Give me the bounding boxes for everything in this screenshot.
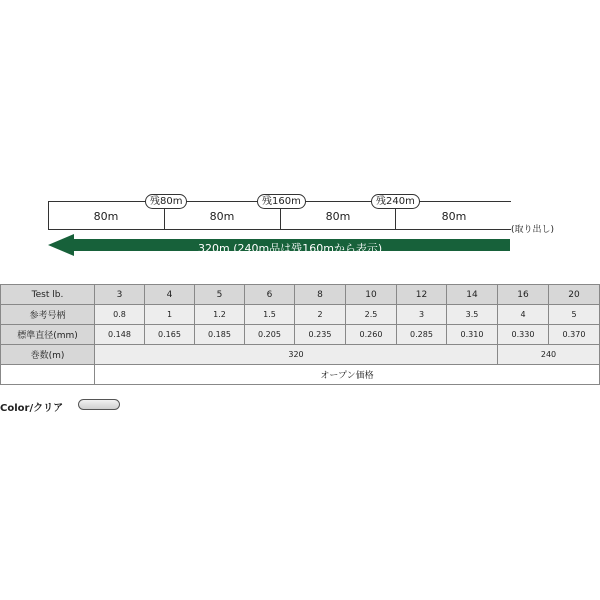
test-lb-cell: 5 xyxy=(195,285,245,305)
ref-no-label: 参考号柄 xyxy=(1,305,95,325)
diameter-cell: 0.370 xyxy=(549,325,600,345)
diameter-cell: 0.148 xyxy=(95,325,145,345)
ref-no-cell: 1.5 xyxy=(245,305,295,325)
length-cell-320: 320 xyxy=(95,345,498,365)
diameter-cell: 0.185 xyxy=(195,325,245,345)
diameter-cell: 0.235 xyxy=(295,325,346,345)
row-test-lb xyxy=(1,285,600,305)
spec-table xyxy=(0,284,600,385)
test-lb-cell: 20 xyxy=(549,285,600,305)
remaining-mark-160: 残160m xyxy=(257,194,306,209)
length-label: 巻数(m) xyxy=(1,345,95,365)
segment-label-1: 80m xyxy=(93,210,119,223)
ref-no-cell: 3 xyxy=(397,305,447,325)
row-ref-no xyxy=(1,305,600,325)
ref-no-cell: 3.5 xyxy=(447,305,498,325)
row-length xyxy=(1,345,600,365)
test-lb-cell: 8 xyxy=(295,285,346,305)
color-swatch xyxy=(78,399,120,410)
diameter-cell: 0.285 xyxy=(397,325,447,345)
test-lb-cell: 12 xyxy=(397,285,447,305)
ref-no-cell: 2.5 xyxy=(346,305,397,325)
test-lb-cell: 14 xyxy=(447,285,498,305)
segment-label-2: 80m xyxy=(209,210,235,223)
color-label: Color/クリア xyxy=(0,403,64,414)
ref-no-cell: 5 xyxy=(549,305,600,325)
diagram-bottom-line xyxy=(48,229,511,230)
ref-no-cell: 4 xyxy=(498,305,549,325)
outlet-label: (取り出し) xyxy=(511,225,555,235)
length-cell-240: 240 xyxy=(498,345,600,365)
ref-no-cell: 2 xyxy=(295,305,346,325)
ref-no-cell: 1 xyxy=(145,305,195,325)
ref-no-cell: 1.2 xyxy=(195,305,245,325)
remaining-mark-80: 残80m xyxy=(145,194,187,209)
segment-label-3: 80m xyxy=(325,210,351,223)
segment-label-4: 80m xyxy=(441,210,467,223)
diameter-cell: 0.310 xyxy=(447,325,498,345)
diameter-cell: 0.205 xyxy=(245,325,295,345)
diameter-cell: 0.330 xyxy=(498,325,549,345)
diameter-cell: 0.165 xyxy=(145,325,195,345)
ref-no-cell: 0.8 xyxy=(95,305,145,325)
row-diameter xyxy=(1,325,600,345)
row-price xyxy=(1,365,600,385)
diagram-left-border xyxy=(48,201,49,229)
price-cell: オープン価格 xyxy=(95,365,600,385)
test-lb-label: Test lb. xyxy=(1,285,95,305)
test-lb-cell: 10 xyxy=(346,285,397,305)
price-label-blank xyxy=(1,365,95,385)
test-lb-cell: 16 xyxy=(498,285,549,305)
test-lb-cell: 6 xyxy=(245,285,295,305)
spool-diagram xyxy=(48,196,555,266)
arrow-label: 320m (240m品は残160mから表示) xyxy=(198,242,383,255)
test-lb-cell: 4 xyxy=(145,285,195,305)
test-lb-cell: 3 xyxy=(95,285,145,305)
remaining-mark-240: 残240m xyxy=(371,194,420,209)
diameter-cell: 0.260 xyxy=(346,325,397,345)
diameter-label: 標準直径(mm) xyxy=(1,325,95,345)
